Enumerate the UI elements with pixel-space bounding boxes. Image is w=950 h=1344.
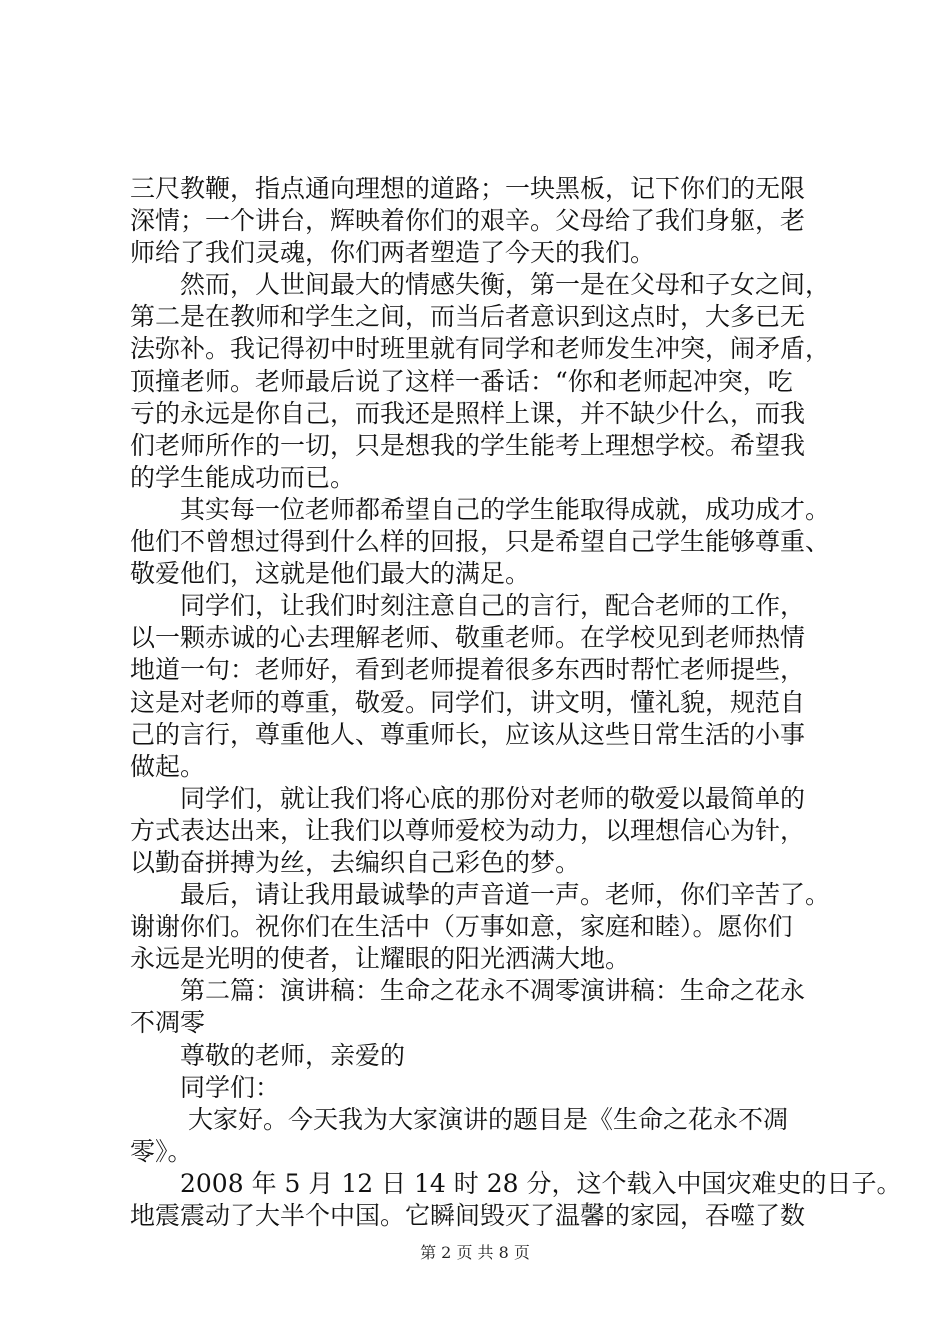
text-line: 同学们，就让我们将心底的那份对老师的敬爱以最简单的: [130, 783, 806, 813]
text-line: 法弥补。我记得初中时班里就有同学和老师发生冲突，闹矛盾，: [130, 334, 831, 364]
text-line: 谢谢你们。祝你们在生活中（万事如意，家庭和睦）。愿你们: [130, 912, 793, 942]
section-heading-line: 第二篇：演讲稿：生命之花永不凋零演讲稿：生命之花永: [130, 976, 806, 1006]
text-line: 最后，请让我用最诚挚的声音道一声。老师，你们辛苦了。: [130, 880, 831, 910]
text-line: 顶撞老师。老师最后说了这样一番话：“你和老师起冲突，吃: [130, 366, 793, 396]
text-line: 这是对老师的尊重，敬爱。同学们，讲文明，懂礼貌，规范自: [130, 687, 806, 717]
text-line: 他们不曾想过得到什么样的回报，只是希望自己学生能够尊重、: [130, 527, 831, 557]
page-number-footer: 第 2 页 共 8 页: [420, 1243, 530, 1262]
salutation-line: 同学们：: [130, 1072, 281, 1102]
text-line: 2008 年 5 月 12 日 14 时 28 分，这个载入中国灾难史的日子。: [130, 1168, 902, 1198]
salutation-line: 尊敬的老师，亲爱的: [130, 1040, 406, 1070]
text-line: 做起。: [130, 751, 206, 781]
text-line: 师给了我们灵魂，你们两者塑造了今天的我们。: [130, 238, 656, 268]
text-line: 以勤奋拼搏为丝，去编织自己彩色的梦。: [130, 847, 581, 877]
text-line: 方式表达出来，让我们以尊师爱校为动力，以理想信心为针，: [130, 815, 806, 845]
text-line: 三尺教鞭，指点通向理想的道路；一块黑板，记下你们的无限: [130, 174, 806, 203]
text-line: 永远是光明的使者，让耀眼的阳光洒满大地。: [130, 944, 631, 974]
text-line: 第二是在教师和学生之间，而当后者意识到这点时，大多已无: [130, 302, 806, 332]
text-line: 大家好。今天我为大家演讲的题目是《生命之花永不凋: [130, 1104, 788, 1134]
text-line: 以一颗赤诚的心去理解老师、敬重老师。在学校见到老师热情: [130, 623, 806, 653]
text-line: 亏的永远是你自己，而我还是照样上课，并不缺少什么，而我: [130, 398, 806, 428]
text-line: 们老师所作的一切，只是想我的学生能考上理想学校。希望我: [130, 430, 806, 460]
text-line: 其实每一位老师都希望自己的学生能取得成就，成功成才。: [130, 494, 831, 524]
text-line: 同学们，让我们时刻注意自己的言行，配合老师的工作，: [130, 591, 806, 621]
text-line: 己的言行，尊重他人、尊重师长，应该从这些日常生活的小事: [130, 719, 806, 749]
text-line: 敬爱他们，这就是他们最大的满足。: [130, 559, 531, 589]
section-heading-line: 不凋零: [130, 1008, 206, 1038]
text-line: 地道一句：老师好，看到老师提着很多东西时帮忙老师提些，: [130, 655, 806, 685]
text-line: 零》。: [130, 1136, 193, 1166]
document-body: [130, 173, 902, 1232]
text-line: 地震震动了大半个中国。它瞬间毁灭了温馨的家园，吞噬了数: [130, 1201, 806, 1230]
text-line: 的学生能成功而已。: [130, 462, 356, 492]
text-line: 深情；一个讲台，辉映着你们的艰辛。父母给了我们身躯，老: [130, 206, 806, 236]
text-line: 然而，人世间最大的情感失衡，第一是在父母和子女之间，: [130, 270, 831, 300]
